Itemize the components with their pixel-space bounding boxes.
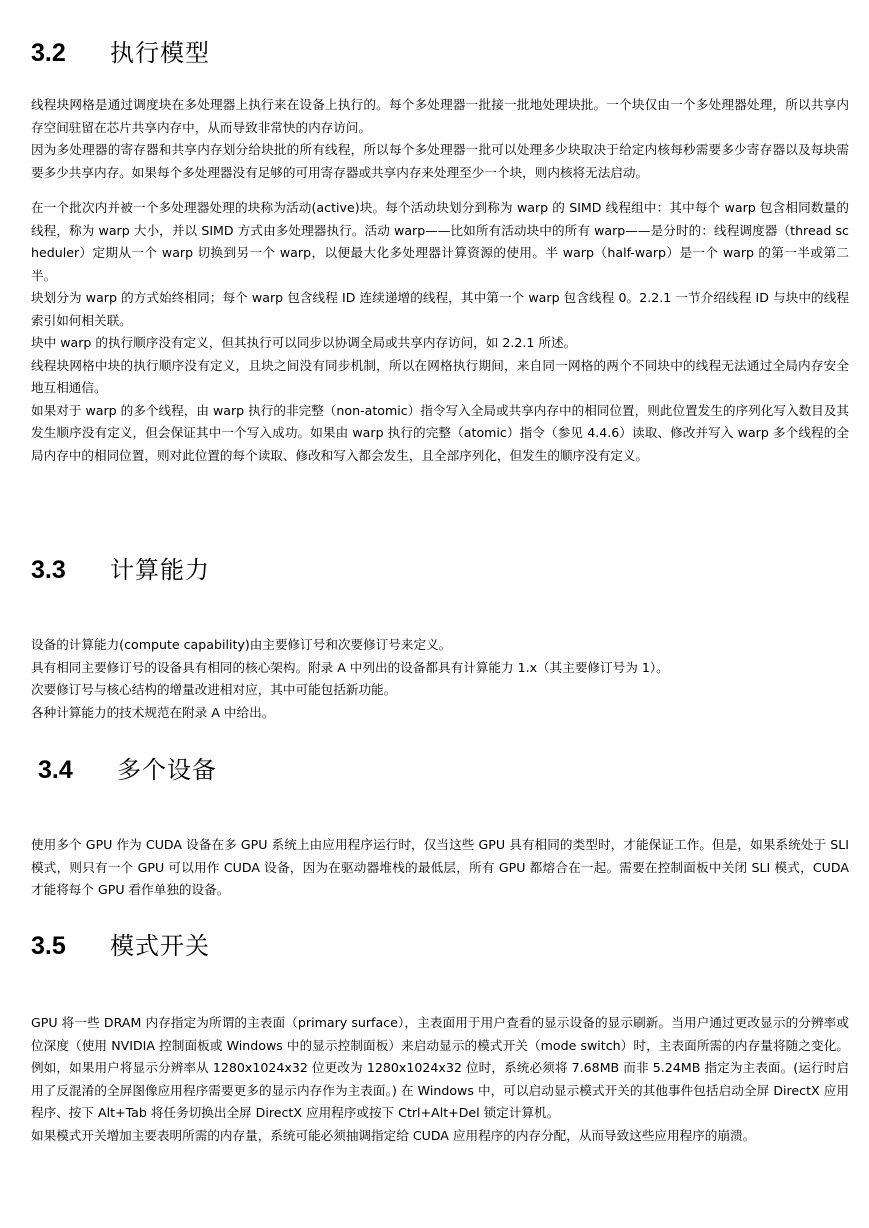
section-title: 计算能力 [110, 556, 210, 584]
paragraph: 因为多处理器的寄存器和共享内存划分给块批的所有线程，所以每个多处理器一批可以处理多少块取决于给定内核每秒需要多少寄存器以及每块需要多少共享内存。如果每个多处理器没有足够的可用寄存器或共享内存来处理至少一个块，则内核将无法启动。 [31, 142, 849, 180]
section-mode-switch [31, 931, 849, 1143]
paragraph: 各种计算能力的技术规范在附录 A 中给出。 [31, 704, 275, 720]
section-body [31, 1012, 849, 1147]
paragraph: 次要修订号与核心结构的增量改进相对应，其中可能包括新功能。 [31, 682, 397, 697]
paragraph: 块中 warp 的执行顺序没有定义，但其执行可以同步以协调全局或共享内存访问，如 2.2.1 所述。 [31, 335, 577, 350]
section-body [31, 94, 849, 467]
paragraph: 线程块网格中块的执行顺序没有定义，且块之间没有同步机制，所以在网格执行期间，来自同一网格的两个不同块中的线程无法通过全局内存安全地互相通信。 [31, 357, 849, 395]
section-number: 3.2 [31, 39, 66, 67]
paragraph: 使用多个 GPU 作为 CUDA 设备在多 GPU 系统上由应用程序运行时，仅当这些 GPU 具有相同的类型时，才能保证工作。但是，如果系统处于 SLI 模式，则只有一个 GPU 可以用作 CUDA 设备，因为在驱动器堆栈的最低层，所有 GPU 都熔合在一起。需要在控制面板中关闭 SLI 模式，CUDA 才能将每个 GPU 看作单独的设备。 [31, 837, 849, 897]
paragraph: 如果对于 warp 的多个线程，由 warp 执行的非完整（non-atomic）指令写入全局或共享内存中的相同位置，则此位置发生的序列化写入数目及其发生顺序没有定义，但会保证其中一个写入成功。如果由 warp 执行的完整（atomic）指令（参见 4.4.6）读取、修改并写入 warp 多个线程的全局内存中的相同位置，则对此位置的每个读取、修改和写入都会发生，且全部序列化，但发生的顺序没有定义。 [31, 402, 849, 463]
section-number: 3.3 [31, 556, 66, 584]
section-compute-capability [31, 555, 849, 720]
section-title: 执行模型 [110, 39, 210, 67]
paragraph: 设备的计算能力(compute capability)由主要修订号和次要修订号来定义。 [31, 637, 452, 652]
section-number: 3.4 [38, 756, 73, 784]
section-heading [31, 38, 849, 68]
paragraph: 在一个批次内并被一个多处理器处理的块称为活动(active)块。每个活动块划分到称为 warp 的 SIMD 线程组中：其中每个 warp 包含相同数量的线程，称为 warp 大小，并以 SIMD 方式由多处理器执行。活动 warp——比如所有活动块中的所有 warp——是分时的：线程调度器（thread scheduler）定期从一个 warp 切换到另一个 warp，以便最大化多处理器计算资源的使用。半 warp（half-warp）是一个 warp 的第一半或第二半。 [31, 200, 849, 283]
section-title: 多个设备 [117, 756, 217, 784]
paragraph: GPU 将一些 DRAM 内存指定为所谓的主表面（primary surface），主表面用于用户查看的显示设备的显示刷新。当用户通过更改显示的分辨率或位深度（使用 NVIDIA 控制面板或 Windows 中的显示控制面板）来启动显示的模式开关（mode switch）时，主表面所需的内存量将随之变化。例如，如果用户将显示分辨率从 1280x1024x32 位更改为 1280x1024x32 位时，系统必须将 7.68MB 而非 5.24MB 指定为主表面。(运行时启用了反混淆的全屏图像应用程序需要更多的显示内存作为主表面。) 在 Windows 中，可以启动显示模式开关的其他事件包括启动全屏 DirectX 应用程序、按下 Alt+Tab 将任务切换出全屏 DirectX 应用程序或按下 Ctrl+Alt+Del 锁定计算机。 [31, 1015, 849, 1120]
section-number: 3.5 [31, 932, 66, 960]
paragraph: 块划分为 warp 的方式始终相同；每个 warp 包含线程 ID 连续递增的线程，其中第一个 warp 包含线程 0。2.2.1 一节介绍线程 ID 与块中的线程索引如何相关联。 [31, 290, 849, 328]
section-heading [38, 755, 849, 785]
paragraph: 具有相同主要修订号的设备具有相同的核心架构。附录 A 中列出的设备都具有计算能力 1.x（其主要修订号为 1）。 [31, 659, 669, 675]
section-body [31, 634, 849, 724]
paragraph: 如果模式开关增加主要表明所需的内存量，系统可能必须抽调指定给 CUDA 应用程序的内存分配，从而导致这些应用程序的崩溃。 [31, 1127, 756, 1143]
section-execution-model [31, 38, 849, 463]
section-heading [31, 931, 849, 961]
section-title: 模式开关 [110, 932, 210, 960]
section-multiple-devices [31, 755, 849, 897]
section-heading [31, 555, 849, 585]
section-body [31, 834, 849, 902]
paragraph: 线程块网格是通过调度块在多处理器上执行来在设备上执行的。每个多处理器一批接一批地处理块批。一个块仅由一个多处理器处理，所以共享内存空间驻留在芯片共享内存中，从而导致非常快的内存访问。 [31, 97, 849, 135]
